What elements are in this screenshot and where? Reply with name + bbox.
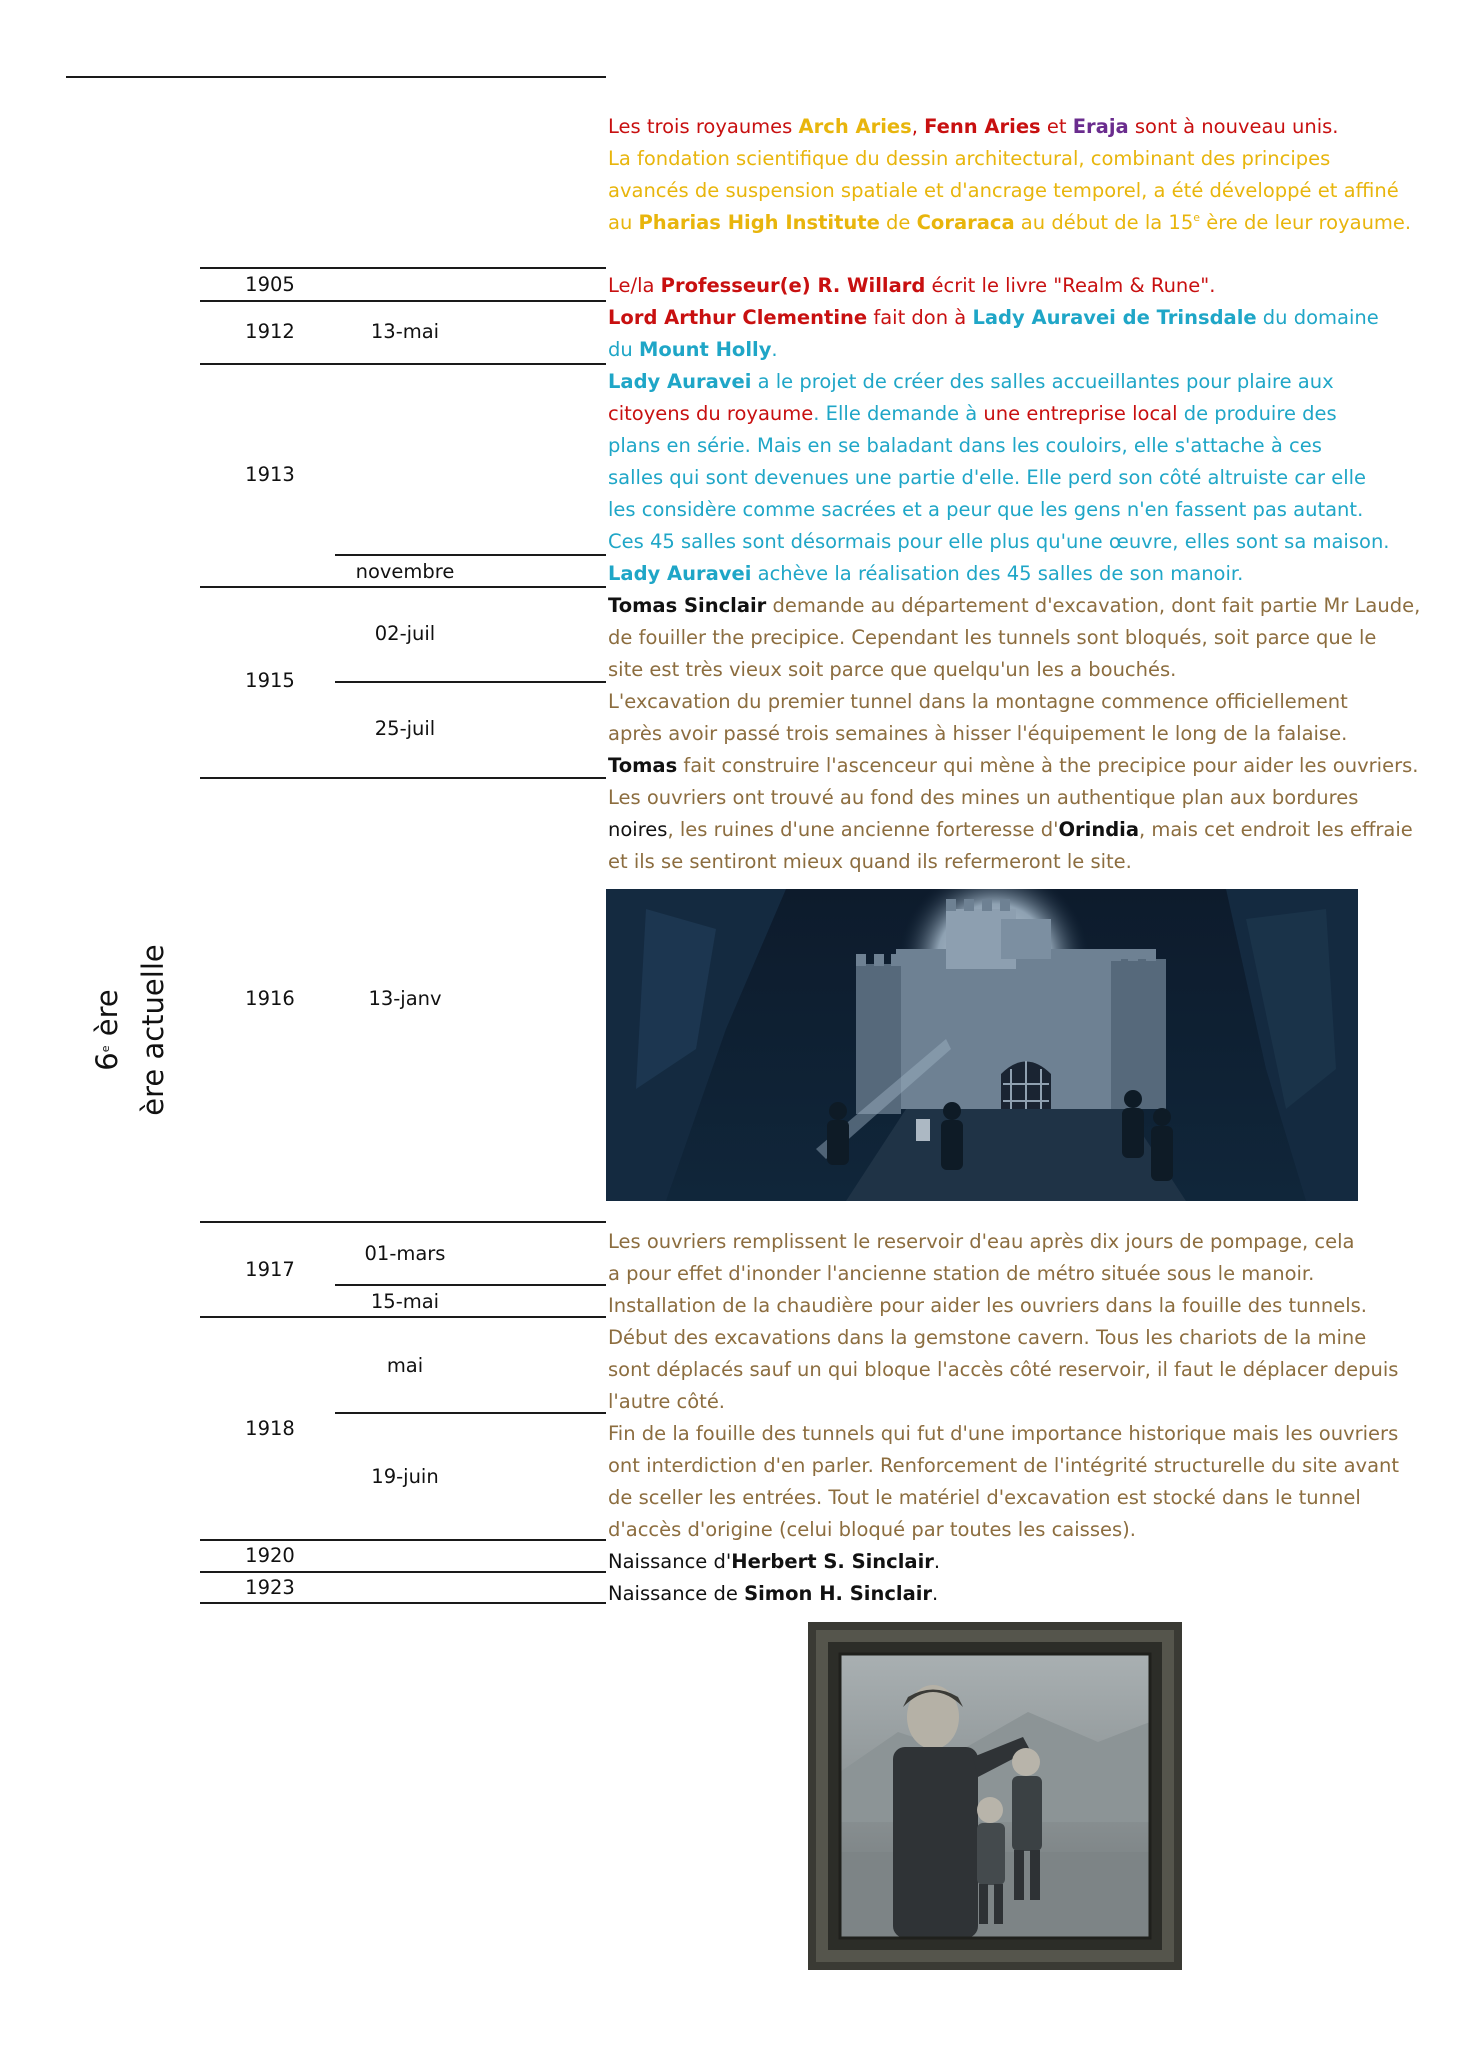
rule-novembre bbox=[335, 554, 606, 556]
entry-1917-line-1: Les ouvriers remplissent le reservoir d'eau après dix jours de pompage, cela bbox=[608, 1230, 1355, 1253]
entry-1916-line-3: et ils se sentiront mieux quand ils refermeront le site. bbox=[608, 850, 1132, 873]
era-label bbox=[60, 930, 200, 1130]
entry-1915-02-juil-line-1: Tomas Sinclair demande au département d'excavation, dont fait partie Mr Laude, bbox=[608, 594, 1421, 617]
rule-1912-top bbox=[200, 300, 606, 302]
entry-1915-02-juil-line-2: de fouiller the precipice. Cependant les tunnels sont bloqués, soit parce que le bbox=[608, 626, 1377, 649]
date-19-juin: 19-juin bbox=[371, 1465, 439, 1488]
year-1913: 1913 bbox=[245, 463, 295, 486]
rule-1923-top bbox=[200, 1571, 606, 1573]
rule-1913-top bbox=[200, 363, 606, 365]
fortress-ruins-image bbox=[606, 889, 1358, 1201]
entry-1918-19-juin-line-3: de sceller les entrées. Tout le matériel d'excavation est stocké dans le tunnel bbox=[608, 1486, 1361, 1509]
year-1920: 1920 bbox=[245, 1544, 295, 1567]
era-number: 6e ère bbox=[90, 989, 124, 1071]
rule-1918-top bbox=[200, 1316, 606, 1318]
rule-1920-top bbox=[200, 1539, 606, 1541]
entry-1913-line-4: salles qui sont devenues une partie d'elle. Elle perd son côté altruiste car elle bbox=[608, 466, 1367, 489]
entry-1913-line-2: citoyens du royaume. Elle demande à une entreprise local de produire des bbox=[608, 402, 1337, 425]
rule-25-juil bbox=[335, 681, 606, 683]
intro-line-1: Les trois royaumes Arch Aries, Fenn Aries et Eraja sont à nouveau unis. bbox=[608, 115, 1339, 138]
entry-1917-15-mai: Installation de la chaudière pour aider les ouvriers dans la fouille des tunnels. bbox=[608, 1294, 1367, 1317]
date-novembre: novembre bbox=[355, 560, 455, 583]
intro-line-4: au Pharias High Institute de Coraraca au début de la 15e ère de leur royaume. bbox=[608, 211, 1412, 234]
entry-1913-novembre: Lady Auravei achève la réalisation des 45 salles de son manoir. bbox=[608, 562, 1244, 585]
entry-1912-line-2: du Mount Holly. bbox=[608, 338, 778, 361]
rule-19-juin bbox=[335, 1412, 606, 1414]
entry-1917-line-2: a pour effet d'inonder l'ancienne station de métro située sous le manoir. bbox=[608, 1262, 1315, 1285]
sinclair-family-portrait-image bbox=[808, 1622, 1182, 1970]
rule-1916-top bbox=[200, 777, 606, 779]
rule-1905-top bbox=[200, 267, 606, 269]
entry-1920: Naissance d'Herbert S. Sinclair. bbox=[608, 1550, 941, 1573]
entry-1918-mai-line-2: sont déplacés sauf un qui bloque l'accès côté reservoir, il faut le déplacer depuis bbox=[608, 1358, 1399, 1381]
intro-line-2: La fondation scientifique du dessin architectural, combinant des principes bbox=[608, 147, 1331, 170]
entry-1913-line-3: plans en série. Mais en se baladant dans les couloirs, elle s'attache à ces bbox=[608, 434, 1322, 457]
entry-1913-line-5: les considère comme sacrées et a peur que les gens n'en fassent pas autant. bbox=[608, 498, 1364, 521]
year-1923: 1923 bbox=[245, 1576, 295, 1599]
year-1917: 1917 bbox=[245, 1258, 295, 1281]
year-1916: 1916 bbox=[245, 987, 295, 1010]
entry-1916-line-2: noires, les ruines d'une ancienne forteresse d'Orindia, mais cet endroit les effraie bbox=[608, 818, 1413, 841]
rule-15-mai bbox=[335, 1284, 606, 1286]
date-13-mai: 13-mai bbox=[370, 320, 440, 343]
entry-1918-19-juin-line-4: d'accès d'origine (celui bloqué par toutes les caisses). bbox=[608, 1518, 1136, 1541]
fortress-ruins-illustration bbox=[606, 889, 1358, 1201]
date-25-juil: 25-juil bbox=[374, 717, 436, 740]
rule-1915-top bbox=[200, 586, 606, 588]
entry-1915-25-juil-line-3: Tomas fait construire l'ascenceur qui mène à the precipice pour aider les ouvriers. bbox=[608, 754, 1419, 777]
year-1915: 1915 bbox=[245, 669, 295, 692]
rule-bottom bbox=[200, 1602, 606, 1604]
year-1905: 1905 bbox=[245, 273, 295, 296]
portrait-illustration bbox=[808, 1622, 1182, 1970]
entry-1915-25-juil-line-2: après avoir passé trois semaines à hisser l'équipement le long de la falaise. bbox=[608, 722, 1348, 745]
rule-1917-top bbox=[200, 1221, 606, 1223]
entry-1913-line-1: Lady Auravei a le projet de créer des salles accueillantes pour plaire aux bbox=[608, 370, 1334, 393]
entry-1915-02-juil-line-3: site est très vieux soit parce que quelqu'un les a bouchés. bbox=[608, 658, 1177, 681]
entry-1905: Le/la Professeur(e) R. Willard écrit le livre "Realm & Rune". bbox=[608, 274, 1216, 297]
entry-1918-mai-line-1: Début des excavations dans la gemstone cavern. Tous les chariots de la mine bbox=[608, 1326, 1367, 1349]
date-01-mars: 01-mars bbox=[364, 1242, 446, 1265]
entry-1915-25-juil-line-1: L'excavation du premier tunnel dans la montagne commence officiellement bbox=[608, 690, 1348, 713]
entry-1912-line-1: Lord Arthur Clementine fait don à Lady Auravei de Trinsdale du domaine bbox=[608, 306, 1379, 329]
date-13-janv: 13-janv bbox=[368, 987, 442, 1010]
date-02-juil: 02-juil bbox=[374, 622, 436, 645]
date-mai: mai bbox=[386, 1354, 424, 1377]
era-name: ère actuelle bbox=[136, 944, 170, 1116]
entry-1918-mai-line-3: l'autre côté. bbox=[608, 1390, 726, 1413]
entry-1918-19-juin-line-1: Fin de la fouille des tunnels qui fut d'une importance historique mais les ouvriers bbox=[608, 1422, 1399, 1445]
intro-line-3: avancés de suspension spatiale et d'ancrage temporel, a été développé et affiné bbox=[608, 179, 1399, 202]
top-rule bbox=[66, 76, 606, 78]
entry-1913-line-6: Ces 45 salles sont désormais pour elle plus qu'une œuvre, elles sont sa maison. bbox=[608, 530, 1390, 553]
year-1912: 1912 bbox=[245, 320, 295, 343]
entry-1918-19-juin-line-2: ont interdiction d'en parler. Renforcement de l'intégrité structurelle du site avant bbox=[608, 1454, 1400, 1477]
entry-1916-line-1: Les ouvriers ont trouvé au fond des mines un authentique plan aux bordures bbox=[608, 786, 1359, 809]
entry-1923: Naissance de Simon H. Sinclair. bbox=[608, 1582, 939, 1605]
date-15-mai: 15-mai bbox=[370, 1290, 440, 1313]
year-1918: 1918 bbox=[245, 1417, 295, 1440]
